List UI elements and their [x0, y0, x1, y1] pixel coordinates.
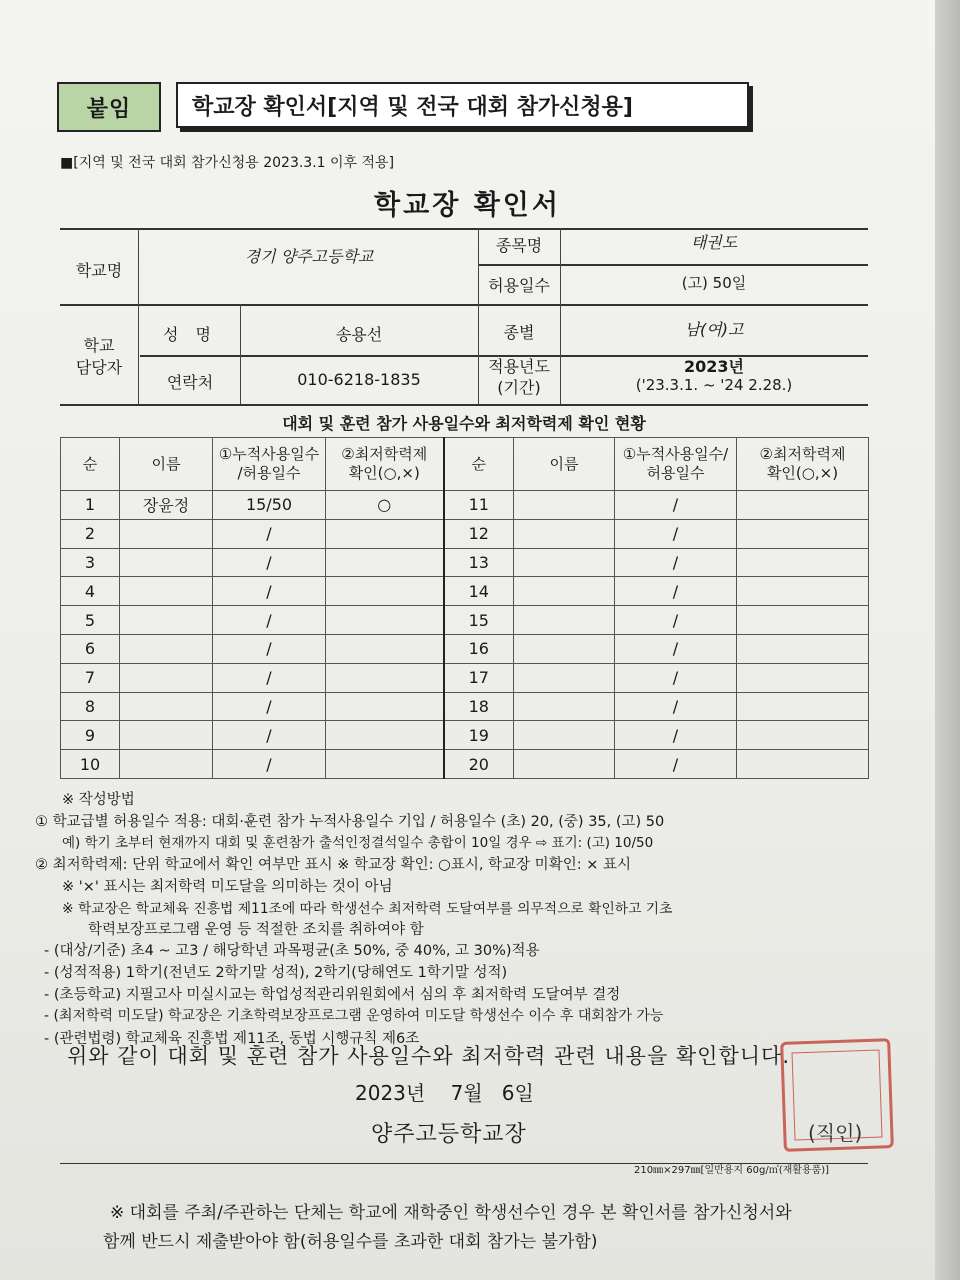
- guide-line: - (초등학교) 지필고사 미실시교는 학업성적관리위원회에서 심의 후 최저학력 도달여부 결정: [44, 987, 621, 1003]
- guide-line: - (최저학력 미도달) 학교장은 기초학력보장프로그램 운영하여 미도달 학생선수 이수 후 대회참가 가능: [44, 1008, 664, 1024]
- period-value: ('23.3.1. ~ '24 2.28.): [635, 376, 793, 394]
- cell-achievement: ○: [326, 491, 444, 520]
- page-title: 학교장 확인서: [374, 190, 561, 221]
- info-vrule-2: [240, 304, 241, 404]
- info-vrule-1: [138, 228, 139, 404]
- table-row: [61, 606, 869, 635]
- cell-seq-2: 20: [444, 750, 514, 779]
- participation-table: [60, 437, 869, 779]
- cell-name-2: [514, 606, 615, 635]
- cell-seq: 5: [61, 606, 120, 635]
- desk-edge: [935, 0, 960, 1280]
- header-name: 이름: [120, 438, 213, 491]
- cell-achievement: [326, 548, 444, 577]
- cell-seq-2: 19: [444, 721, 514, 750]
- cell-seq: 1: [61, 491, 120, 520]
- cell-days-2: /: [615, 750, 737, 779]
- days-value: (고) 50일: [681, 274, 747, 292]
- cell-days: 15/50: [213, 491, 326, 520]
- cell-achievement-2: [737, 548, 869, 577]
- cell-achievement: [326, 634, 444, 663]
- school-label: 학교명: [75, 261, 123, 280]
- year-value: 2023년: [684, 357, 744, 376]
- table-row: [61, 548, 869, 577]
- header-days: ①누적사용일수 /허용일수: [213, 438, 326, 491]
- year-label: 적용년도 (기간): [488, 357, 550, 397]
- cell-seq-2: 13: [444, 548, 514, 577]
- guide-line: - (성적적용) 1학기(전년도 2학기말 성적), 2학기(당해연도 1학기말 성적): [44, 965, 508, 981]
- cell-days-2: /: [615, 692, 737, 721]
- cell-seq-2: 15: [444, 606, 514, 635]
- days-label: 허용일수: [488, 276, 550, 295]
- cell-name-2: [514, 663, 615, 692]
- cell-achievement-2: [737, 491, 869, 520]
- cell-seq-2: 14: [444, 577, 514, 606]
- cell-name: 장윤정: [120, 491, 213, 520]
- table-row: [61, 721, 869, 750]
- cell-name: [120, 548, 213, 577]
- table-row: [61, 634, 869, 663]
- gender-label: 종별: [503, 323, 535, 342]
- header-days-2: ①누적사용일수/ 허용일수: [615, 438, 737, 491]
- stamp-label: (직인): [808, 1121, 863, 1145]
- cell-days-2: /: [615, 577, 737, 606]
- cell-name-2: [514, 634, 615, 663]
- cell-name-2: [514, 491, 615, 520]
- header-seq-2: 순: [444, 438, 514, 491]
- table-row: [61, 519, 869, 548]
- header-achievement: ②최저학력제 확인(○,×): [326, 438, 444, 491]
- cell-seq-2: 12: [444, 519, 514, 548]
- issue-date: 2023년 7월 6일: [355, 1081, 534, 1105]
- cell-seq: 7: [61, 663, 120, 692]
- cell-seq: 4: [61, 577, 120, 606]
- info-rule-4: [60, 404, 868, 406]
- cell-achievement-2: [737, 606, 869, 635]
- cell-achievement: [326, 606, 444, 635]
- cell-name: [120, 692, 213, 721]
- guide-line: - (대상/기준) 초4 ~ 고3 / 해당학년 과목평균(초 50%, 중 40%, 고 30%)적용: [44, 943, 540, 959]
- header-achievement-2: ②최저학력제 확인(○,×): [737, 438, 869, 491]
- sport-value: 태권도: [690, 233, 738, 252]
- contact-value: 010-6218-1835: [297, 370, 421, 389]
- cell-days: /: [213, 519, 326, 548]
- table-header-row: [61, 438, 869, 491]
- table-caption: 대회 및 훈련 참가 사용일수와 최저학력제 확인 현황: [282, 414, 646, 433]
- cell-seq: 6: [61, 634, 120, 663]
- table-row: [61, 663, 869, 692]
- cell-seq-2: 11: [444, 491, 514, 520]
- cell-name-2: [514, 519, 615, 548]
- footer-note-1: ※ 대회를 주최/주관하는 단체는 학교에 재학중인 학생선수인 경우 본 확인서를 참가신청서와: [110, 1203, 792, 1223]
- document-headline: 학교장 확인서[지역 및 전국 대회 참가신청용]: [176, 82, 749, 128]
- cell-days-2: /: [615, 663, 737, 692]
- table-row: [61, 692, 869, 721]
- cell-days: /: [213, 606, 326, 635]
- cell-seq-2: 18: [444, 692, 514, 721]
- school-value: 경기 양주고등학교: [244, 247, 374, 266]
- cell-name-2: [514, 750, 615, 779]
- cell-seq-2: 17: [444, 663, 514, 692]
- cell-days: /: [213, 692, 326, 721]
- cell-days-2: /: [615, 548, 737, 577]
- principal-name: 양주고등학교장: [371, 1122, 527, 1147]
- name-value: 송용선: [335, 325, 383, 344]
- cell-seq-2: 16: [444, 634, 514, 663]
- cell-achievement-2: [737, 750, 869, 779]
- cell-name: [120, 721, 213, 750]
- gender-value: 남(여)고: [684, 320, 744, 339]
- header-name-2: 이름: [514, 438, 615, 491]
- cell-achievement: [326, 663, 444, 692]
- cell-days: /: [213, 750, 326, 779]
- cell-name-2: [514, 721, 615, 750]
- footer-note-2: 함께 반드시 제출받아야 함(허용일수를 초과한 대회 참가는 불가함): [103, 1232, 598, 1252]
- guide-line: ② 최저학력제: 단위 학교에서 확인 여부만 표시 ※ 학교장 확인: ○표시, 학교장 미확인: × 표시: [35, 857, 631, 873]
- cell-days: /: [213, 548, 326, 577]
- cell-name: [120, 606, 213, 635]
- guide-line: 예) 학기 초부터 현재까지 대회 및 훈련참가 출석인정결석일수 총합이 10일 경우 ⇨ 표기: (고) 10/50: [62, 835, 654, 851]
- cell-achievement-2: [737, 634, 869, 663]
- cell-name: [120, 577, 213, 606]
- guide-line: ※ 학교장은 학교체육 진흥법 제11조에 따라 학생선수 최저학력 도달여부를 의무적으로 확인하고 기초: [62, 901, 673, 917]
- cell-achievement: [326, 721, 444, 750]
- cell-days: /: [213, 634, 326, 663]
- manager-label: 학교 담당자: [75, 336, 123, 377]
- cell-days: /: [213, 721, 326, 750]
- paper-spec: 210㎜×297㎜[일반용지 60g/㎡(재활용품)]: [634, 1165, 830, 1176]
- cell-seq: 2: [61, 519, 120, 548]
- cell-name-2: [514, 692, 615, 721]
- table-row: [61, 577, 869, 606]
- table-row: [61, 491, 869, 520]
- guide-line: ① 학교급별 허용일수 적용: 대회·훈련 참가 누적사용일수 기입 / 허용일수 (초) 20, (중) 35, (고) 50: [35, 814, 665, 830]
- cell-achievement-2: [737, 519, 869, 548]
- cell-days-2: /: [615, 519, 737, 548]
- cell-achievement: [326, 519, 444, 548]
- guide-line: - (관련법령) 학교체육 진흥법 제11조, 동법 시행규칙 제6조: [44, 1031, 420, 1047]
- cell-name: [120, 634, 213, 663]
- confirmation-statement: 위와 같이 대회 및 훈련 참가 사용일수와 최저학력 관련 내용을 확인합니다.: [67, 1044, 791, 1068]
- cell-achievement-2: [737, 577, 869, 606]
- cell-days-2: /: [615, 606, 737, 635]
- cell-achievement-2: [737, 663, 869, 692]
- info-rule-1: [478, 264, 868, 266]
- cell-achievement-2: [737, 692, 869, 721]
- cell-days-2: /: [615, 634, 737, 663]
- cell-name: [120, 519, 213, 548]
- cell-seq: 9: [61, 721, 120, 750]
- cell-achievement-2: [737, 721, 869, 750]
- cell-name: [120, 750, 213, 779]
- cell-days: /: [213, 663, 326, 692]
- info-rule-2: [60, 304, 868, 306]
- cell-seq: 10: [61, 750, 120, 779]
- guide-line: ※ '×' 표시는 최저학력 미도달을 의미하는 것이 아님: [62, 879, 393, 895]
- cell-achievement: [326, 577, 444, 606]
- guide-heading: ※ 작성방법: [62, 792, 135, 808]
- cell-achievement: [326, 692, 444, 721]
- applicability-note: ■[지역 및 전국 대회 참가신청용 2023.3.1 이후 적용]: [60, 155, 395, 171]
- guide-line: 학력보장프로그램 운영 등 적절한 조치를 취하여야 함: [88, 922, 424, 938]
- table-row: [61, 750, 869, 779]
- cell-name-2: [514, 548, 615, 577]
- cell-name: [120, 663, 213, 692]
- sport-label: 종목명: [495, 236, 543, 255]
- cell-name-2: [514, 577, 615, 606]
- cell-seq: 3: [61, 548, 120, 577]
- cell-days: /: [213, 577, 326, 606]
- name-label: 성 명: [163, 325, 217, 344]
- attachment-tag: 붙임: [57, 82, 161, 132]
- cell-achievement: [326, 750, 444, 779]
- contact-label: 연락처: [166, 373, 214, 392]
- header-seq: 순: [61, 438, 120, 491]
- cell-days-2: /: [615, 721, 737, 750]
- cell-seq: 8: [61, 692, 120, 721]
- cell-days-2: /: [615, 491, 737, 520]
